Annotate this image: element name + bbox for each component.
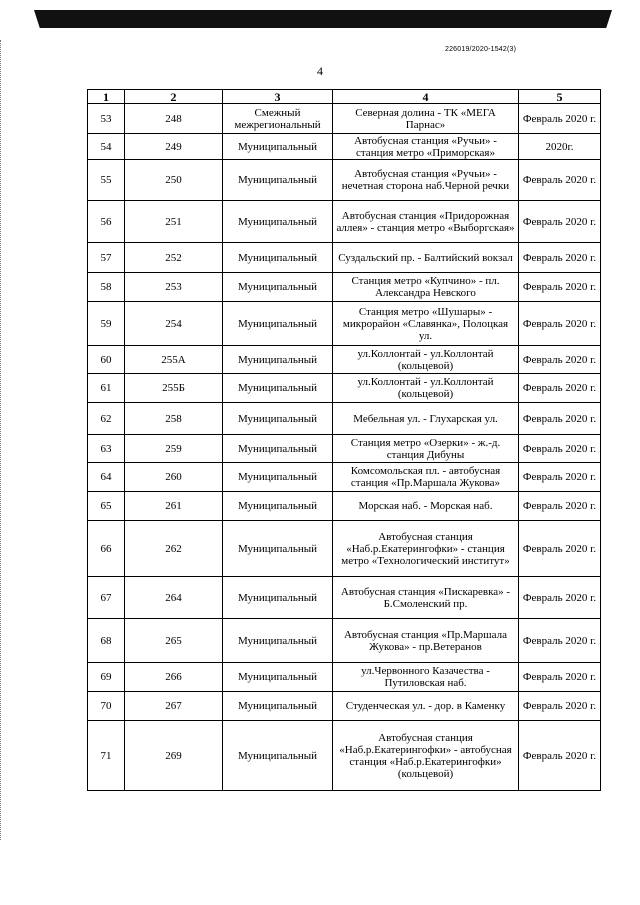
start-date: Февраль 2020 г. bbox=[519, 521, 601, 577]
start-date: Февраль 2020 г. bbox=[519, 374, 601, 403]
route-path: ул.Червонного Казачества - Путиловская наб. bbox=[333, 663, 519, 692]
route-type: Муниципальный bbox=[223, 435, 333, 463]
page-number: 4 bbox=[317, 64, 323, 78]
table-row bbox=[88, 374, 601, 403]
route-type: Муниципальный bbox=[223, 577, 333, 619]
table-body bbox=[88, 104, 601, 791]
route-number: 267 bbox=[125, 692, 223, 721]
header-col-5: 5 bbox=[519, 90, 601, 104]
row-number: 66 bbox=[88, 521, 125, 577]
table-row bbox=[88, 273, 601, 302]
row-number: 54 bbox=[88, 134, 125, 160]
route-path: Автобусная станция «Ручьи» - нечетная сторона наб.Черной речки bbox=[333, 160, 519, 201]
route-number: 255А bbox=[125, 346, 223, 374]
route-number: 255Б bbox=[125, 374, 223, 403]
route-number: 249 bbox=[125, 134, 223, 160]
start-date: Февраль 2020 г. bbox=[519, 692, 601, 721]
row-number: 59 bbox=[88, 302, 125, 346]
header-col-4: 4 bbox=[333, 90, 519, 104]
route-number: 264 bbox=[125, 577, 223, 619]
route-type: Муниципальный bbox=[223, 521, 333, 577]
route-path: Станция метро «Купчино» - пл. Александра Невского bbox=[333, 273, 519, 302]
route-number: 254 bbox=[125, 302, 223, 346]
start-date: Февраль 2020 г. bbox=[519, 273, 601, 302]
route-type: Муниципальный bbox=[223, 134, 333, 160]
route-path: Автобусная станция «Наб.р.Екатерингофки» - автобусная станция «Наб.р.Екатерингофки» (кольцевой) bbox=[333, 721, 519, 791]
start-date: Февраль 2020 г. bbox=[519, 463, 601, 492]
row-number: 65 bbox=[88, 492, 125, 521]
table-row bbox=[88, 619, 601, 663]
route-type: Муниципальный bbox=[223, 403, 333, 435]
row-number: 70 bbox=[88, 692, 125, 721]
route-type: Муниципальный bbox=[223, 346, 333, 374]
table-row bbox=[88, 243, 601, 273]
table-row bbox=[88, 521, 601, 577]
table-row bbox=[88, 577, 601, 619]
header-col-1: 1 bbox=[88, 90, 125, 104]
table-row bbox=[88, 201, 601, 243]
row-number: 61 bbox=[88, 374, 125, 403]
route-type: Муниципальный bbox=[223, 273, 333, 302]
start-date: Февраль 2020 г. bbox=[519, 663, 601, 692]
route-path: Комсомольская пл. - автобусная станция «Пр.Маршала Жукова» bbox=[333, 463, 519, 492]
route-type: Муниципальный bbox=[223, 721, 333, 791]
route-path: Автобусная станция «Ручьи» - станция метро «Приморская» bbox=[333, 134, 519, 160]
route-path: Мебельная ул. - Глухарская ул. bbox=[333, 403, 519, 435]
table-row bbox=[88, 463, 601, 492]
route-type: Муниципальный bbox=[223, 663, 333, 692]
route-path: ул.Коллонтай - ул.Коллонтай (кольцевой) bbox=[333, 374, 519, 403]
start-date: Февраль 2020 г. bbox=[519, 201, 601, 243]
table-row bbox=[88, 403, 601, 435]
table-header-row bbox=[88, 90, 601, 104]
route-number: 260 bbox=[125, 463, 223, 492]
row-number: 58 bbox=[88, 273, 125, 302]
route-number: 248 bbox=[125, 104, 223, 134]
route-path: ул.Коллонтай - ул.Коллонтай (кольцевой) bbox=[333, 346, 519, 374]
table-row bbox=[88, 302, 601, 346]
start-date: Февраль 2020 г. bbox=[519, 160, 601, 201]
table-row bbox=[88, 492, 601, 521]
row-number: 63 bbox=[88, 435, 125, 463]
route-number: 265 bbox=[125, 619, 223, 663]
row-number: 55 bbox=[88, 160, 125, 201]
route-number: 259 bbox=[125, 435, 223, 463]
header-col-2: 2 bbox=[125, 90, 223, 104]
row-number: 57 bbox=[88, 243, 125, 273]
start-date: Февраль 2020 г. bbox=[519, 346, 601, 374]
route-path: Студенческая ул. - дор. в Каменку bbox=[333, 692, 519, 721]
route-type: Муниципальный bbox=[223, 374, 333, 403]
route-type: Муниципальный bbox=[223, 463, 333, 492]
route-type: Муниципальный bbox=[223, 201, 333, 243]
row-number: 68 bbox=[88, 619, 125, 663]
start-date: 2020г. bbox=[519, 134, 601, 160]
route-path: Морская наб. - Морская наб. bbox=[333, 492, 519, 521]
route-number: 266 bbox=[125, 663, 223, 692]
routes-table bbox=[87, 89, 601, 791]
start-date: Февраль 2020 г. bbox=[519, 302, 601, 346]
route-number: 269 bbox=[125, 721, 223, 791]
row-number: 71 bbox=[88, 721, 125, 791]
scan-left-edge bbox=[0, 40, 8, 840]
route-number: 250 bbox=[125, 160, 223, 201]
header-col-3: 3 bbox=[223, 90, 333, 104]
route-number: 251 bbox=[125, 201, 223, 243]
row-number: 64 bbox=[88, 463, 125, 492]
table-row bbox=[88, 104, 601, 134]
start-date: Февраль 2020 г. bbox=[519, 435, 601, 463]
row-number: 53 bbox=[88, 104, 125, 134]
table-row bbox=[88, 346, 601, 374]
start-date: Февраль 2020 г. bbox=[519, 243, 601, 273]
start-date: Февраль 2020 г. bbox=[519, 721, 601, 791]
row-number: 67 bbox=[88, 577, 125, 619]
route-path: Автобусная станция «Пр.Маршала Жукова» - пр.Ветеранов bbox=[333, 619, 519, 663]
table-row bbox=[88, 134, 601, 160]
route-type: Муниципальный bbox=[223, 692, 333, 721]
route-type: Муниципальный bbox=[223, 492, 333, 521]
start-date: Февраль 2020 г. bbox=[519, 577, 601, 619]
route-number: 261 bbox=[125, 492, 223, 521]
start-date: Февраль 2020 г. bbox=[519, 619, 601, 663]
route-number: 262 bbox=[125, 521, 223, 577]
row-number: 60 bbox=[88, 346, 125, 374]
route-type: Муниципальный bbox=[223, 243, 333, 273]
start-date: Февраль 2020 г. bbox=[519, 492, 601, 521]
table-row bbox=[88, 160, 601, 201]
row-number: 56 bbox=[88, 201, 125, 243]
row-number: 62 bbox=[88, 403, 125, 435]
route-number: 253 bbox=[125, 273, 223, 302]
route-type: Муниципальный bbox=[223, 619, 333, 663]
route-type: Смежный межрегиональный bbox=[223, 104, 333, 134]
row-number: 69 bbox=[88, 663, 125, 692]
route-path: Автобусная станция «Пискаревка» - Б.Смоленский пр. bbox=[333, 577, 519, 619]
route-path: Автобусная станция «Наб.р.Екатерингофки» - станция метро «Технологический институт» bbox=[333, 521, 519, 577]
scan-artifact-bar bbox=[34, 10, 612, 28]
route-number: 252 bbox=[125, 243, 223, 273]
route-type: Муниципальный bbox=[223, 160, 333, 201]
table-row bbox=[88, 663, 601, 692]
route-path: Станция метро «Озерки» - ж.-д. станция Дибуны bbox=[333, 435, 519, 463]
start-date: Февраль 2020 г. bbox=[519, 403, 601, 435]
route-path: Суздальский пр. - Балтийский вокзал bbox=[333, 243, 519, 273]
table-row bbox=[88, 721, 601, 791]
start-date: Февраль 2020 г. bbox=[519, 104, 601, 134]
route-type: Муниципальный bbox=[223, 302, 333, 346]
route-path: Автобусная станция «Придорожная аллея» - станция метро «Выборгская» bbox=[333, 201, 519, 243]
table-row bbox=[88, 692, 601, 721]
route-path: Станция метро «Шушары» - микрорайон «Славянка», Полоцкая ул. bbox=[333, 302, 519, 346]
route-path: Северная долина - ТК «МЕГА Парнас» bbox=[333, 104, 519, 134]
document-code: 226019/2020-1542(3) bbox=[445, 46, 517, 53]
route-number: 258 bbox=[125, 403, 223, 435]
table-row bbox=[88, 435, 601, 463]
